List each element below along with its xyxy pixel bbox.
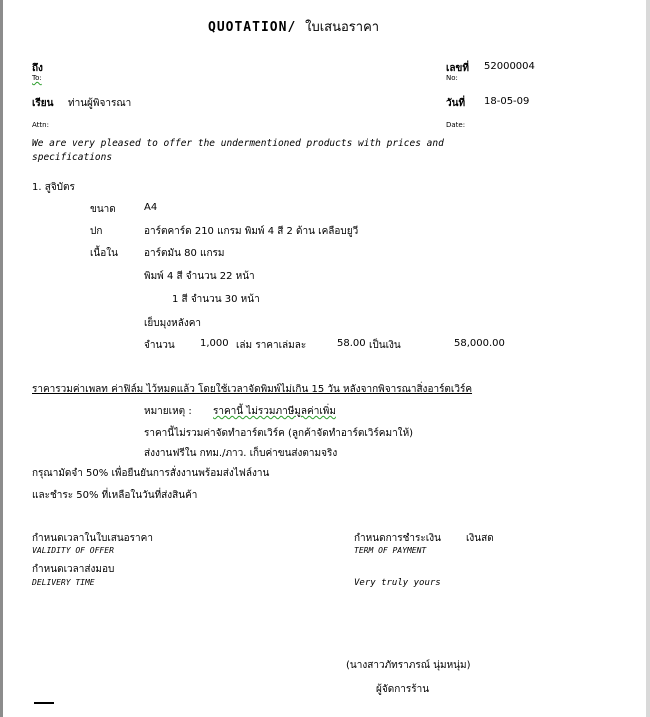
date-sub-label: Date: [446,121,466,129]
no-value: 52000004 [484,61,535,72]
signer-title: ผู้จัดการร้าน [376,684,430,695]
item-heading: 1. สูจิบัตร [32,182,75,193]
validity-english: VALIDITY OF OFFER [32,546,114,555]
conditions-main: ราคารวมค่าเพลท ค่าฟิล์ม ไว้หมดแล้ว โดยใช้เวลาจัดพิมพ์ไม่เกิน 15 วัน หลังจากพิจารณาสิ่งอาร์ตเวิร์ค [32,384,473,395]
size-value: A4 [144,202,158,213]
intro-line-1: We are very pleased to offer the undermentioned products with prices and [32,138,444,149]
qty-label: จำนวน [144,340,175,351]
delivery-english: DELIVERY TIME [32,578,95,587]
cover-value: อาร์ตคาร์ด 210 แกรม พิมพ์ 4 สี 2 ด้าน เคลือบยูวี [144,226,359,237]
amount-value: 58,000.00 [454,338,505,349]
dear-value: ท่านผู้พิจารณา [68,98,132,109]
title-latin: QUOTATION [208,20,288,35]
payment-thai: กำหนดการชำระเงิน [354,533,441,544]
binding-value: เย็บมุงหลังคา [144,318,202,329]
page-left-border [0,0,3,717]
unit-price-label: เล่ม ราคาเล่มละ [236,340,307,351]
cover-label: ปก [90,226,103,237]
payment-english: TERM OF PAYMENT [354,546,427,555]
to-sub-label: To: [32,74,42,82]
closing-text: Very truly yours [354,578,441,588]
page-break-mark [34,702,54,704]
payment-value: เงินสด [466,533,494,544]
dear-label: เรียน [32,98,54,109]
inner-line-2: พิมพ์ 4 สี จำนวน 22 หน้า [144,271,255,282]
qty-value: 1,000 [200,338,229,349]
conditions-line-2: ราคานี้ไม่รวมค่าจัดทำอาร์ตเวิร์ค (ลูกค้าจัดทำอาร์ตเวิร์คมาให้) [144,428,414,439]
signer-name: (นางสาวภัทราภรณ์ นุ่มหนุ่ม) [346,660,471,671]
delivery-thai: กำหนดเวลาส่งมอบ [32,564,115,575]
date-value: 18-05-09 [484,96,530,107]
to-label: ถึง [32,63,43,74]
no-sub-label: No: [446,74,458,82]
date-label: วันที่ [446,98,466,109]
no-label: เลขที่ [446,63,469,74]
page-title [208,16,379,37]
balance-text: และชำระ 50% ที่เหลือในวันที่ส่งสินค้า [32,490,198,501]
unit-price-value: 58.00 [337,338,366,349]
title-slash: / [287,20,297,35]
inner-line-3: 1 สี จำนวน 30 หน้า [172,294,260,305]
title-thai: ใบเสนอราคา [305,20,380,35]
inner-label: เนื้อใน [90,248,118,259]
page-right-border [646,0,650,717]
amount-label: เป็นเงิน [369,340,401,351]
note-label: หมายเหตุ : [144,406,192,417]
size-label: ขนาด [90,204,116,215]
inner-value: อาร์ตมัน 80 แกรม [144,248,225,259]
intro-line-2: specifications [32,152,113,163]
attn-label: Attn: [32,121,49,129]
validity-thai: กำหนดเวลาในใบเสนอราคา [32,533,153,544]
note-text: ราคานี้ ไม่รวมภาษีมูลค่าเพิ่ม [213,406,336,417]
conditions-line-3: ส่งงานฟรีใน กทม./ภาว. เก็บค่าขนส่งตามจริง [144,448,338,459]
deposit-text: กรุณามัดจำ 50% เพื่อยืนยันการสั่งงานพร้อมส่งไฟล์งาน [32,468,270,479]
